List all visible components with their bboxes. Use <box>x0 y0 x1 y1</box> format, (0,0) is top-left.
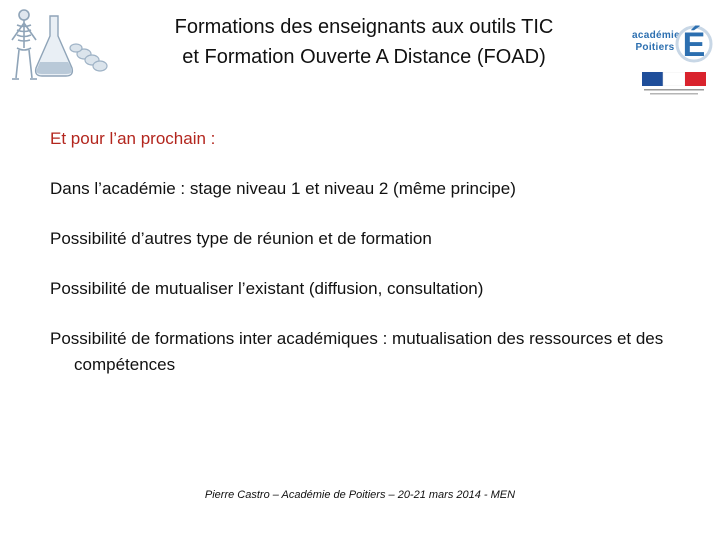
page-title <box>120 12 608 72</box>
logo-line-1: académie <box>632 30 680 41</box>
french-flag-icon <box>642 72 706 86</box>
bullet-list <box>50 176 690 402</box>
bullet-item: Possibilité de formations inter académiques : mutualisation des ressources et des compétences <box>50 329 664 374</box>
bullet-item: Dans l’académie : stage niveau 1 et niveau 2 (même principe) <box>50 179 516 198</box>
ministry-caption-icon <box>642 88 706 96</box>
logo-line-2: Poitiers <box>635 42 675 53</box>
logo-wordmark <box>632 30 678 54</box>
bullet-item: Possibilité d’autres type de réunion et de formation <box>50 229 432 248</box>
section-subtitle: Et pour l’an prochain : <box>50 129 216 148</box>
title-line-1: Formations des enseignants aux outils TIC <box>174 16 554 38</box>
logo-letter: É <box>682 26 706 64</box>
footer-credit: Pierre Castro – Académie de Poitiers – 20-21 mars 2014 - MEN <box>204 489 516 501</box>
academie-poitiers-logo <box>628 6 716 96</box>
bullet-item: Possibilité de mutualiser l’existant (diffusion, consultation) <box>50 279 484 298</box>
title-line-2: et Formation Ouverte A Distance (FOAD) <box>182 46 546 68</box>
logo-e-icon <box>674 8 714 68</box>
skeleton-flask-illustration <box>6 6 110 84</box>
